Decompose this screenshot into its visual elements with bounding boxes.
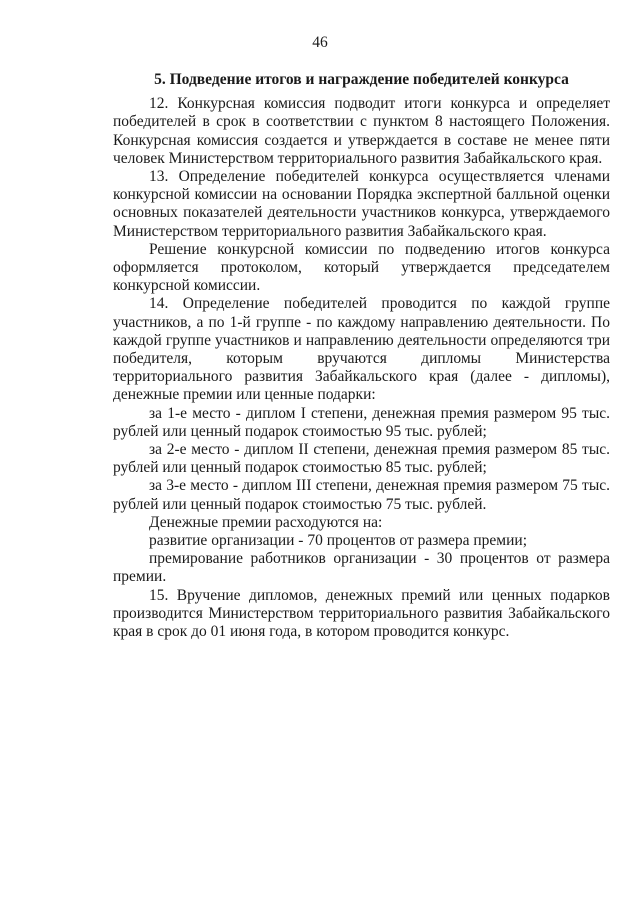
usage-bonuses: премирование работников организации - 30 процентов от размера премии. xyxy=(113,550,610,586)
prize-first-place: за 1-е место - диплом I степени, денежная премия размером 95 тыс. рублей или ценный подарок стоимостью 95 тыс. рублей; xyxy=(113,404,610,440)
paragraph-money-usage: Денежные премии расходуются на: xyxy=(149,513,383,531)
page-number: 46 xyxy=(312,34,328,51)
paragraph-decision: Решение конкурсной комиссии по подведению итогов конкурса оформляется протоколом, который утверждается председателем конкурсной комиссии. xyxy=(113,240,610,295)
paragraph-13: 13. Определение победителей конкурса осуществляется членами конкурсной комиссии на основании Порядка экспертной балльной оценки основных показателей деятельности участников конкурса, утверждаемого Министерством территориального развития Забайкальского края. xyxy=(113,168,610,240)
prize-second-place: за 2-е место - диплом II степени, денежная премия размером 85 тыс. рублей или ценный подарок стоимостью 85 тыс. рублей; xyxy=(113,441,610,477)
paragraph-12: 12. Конкурсная комиссия подводит итоги конкурса и определяет победителей в срок в соответствии с пунктом 8 настоящего Положения. Конкурсная комиссия создается и утверждается в составе не менее пяти человек Министерством территориального развития Забайкальского края. xyxy=(113,95,610,167)
section-heading: 5. Подведение итогов и награждение победителей конкурса xyxy=(154,71,569,88)
document-body xyxy=(113,71,610,641)
paragraph-15: 15. Вручение дипломов, денежных премий или ценных подарков производится Министерством территориального развития Забайкальского края в срок до 01 июня года, в котором проводится конкурс. xyxy=(113,586,610,641)
prize-third-place: за 3-е место - диплом III степени, денежная премия размером 75 тыс. рублей или ценный подарок стоимостью 75 тыс. рублей. xyxy=(113,477,610,513)
paragraph-14: 14. Определение победителей проводится по каждой группе участников, а по 1-й группе - по каждому направлению деятельности. По каждой группе участников и направлению деятельности определяются три победителя, которым вручаются дипломы Министерства территориального развития Забайкальского края (далее - дипломы), денежные премии или ценные подарки: xyxy=(113,295,610,404)
usage-development: развитие организации - 70 процентов от размера премии; xyxy=(149,532,528,550)
